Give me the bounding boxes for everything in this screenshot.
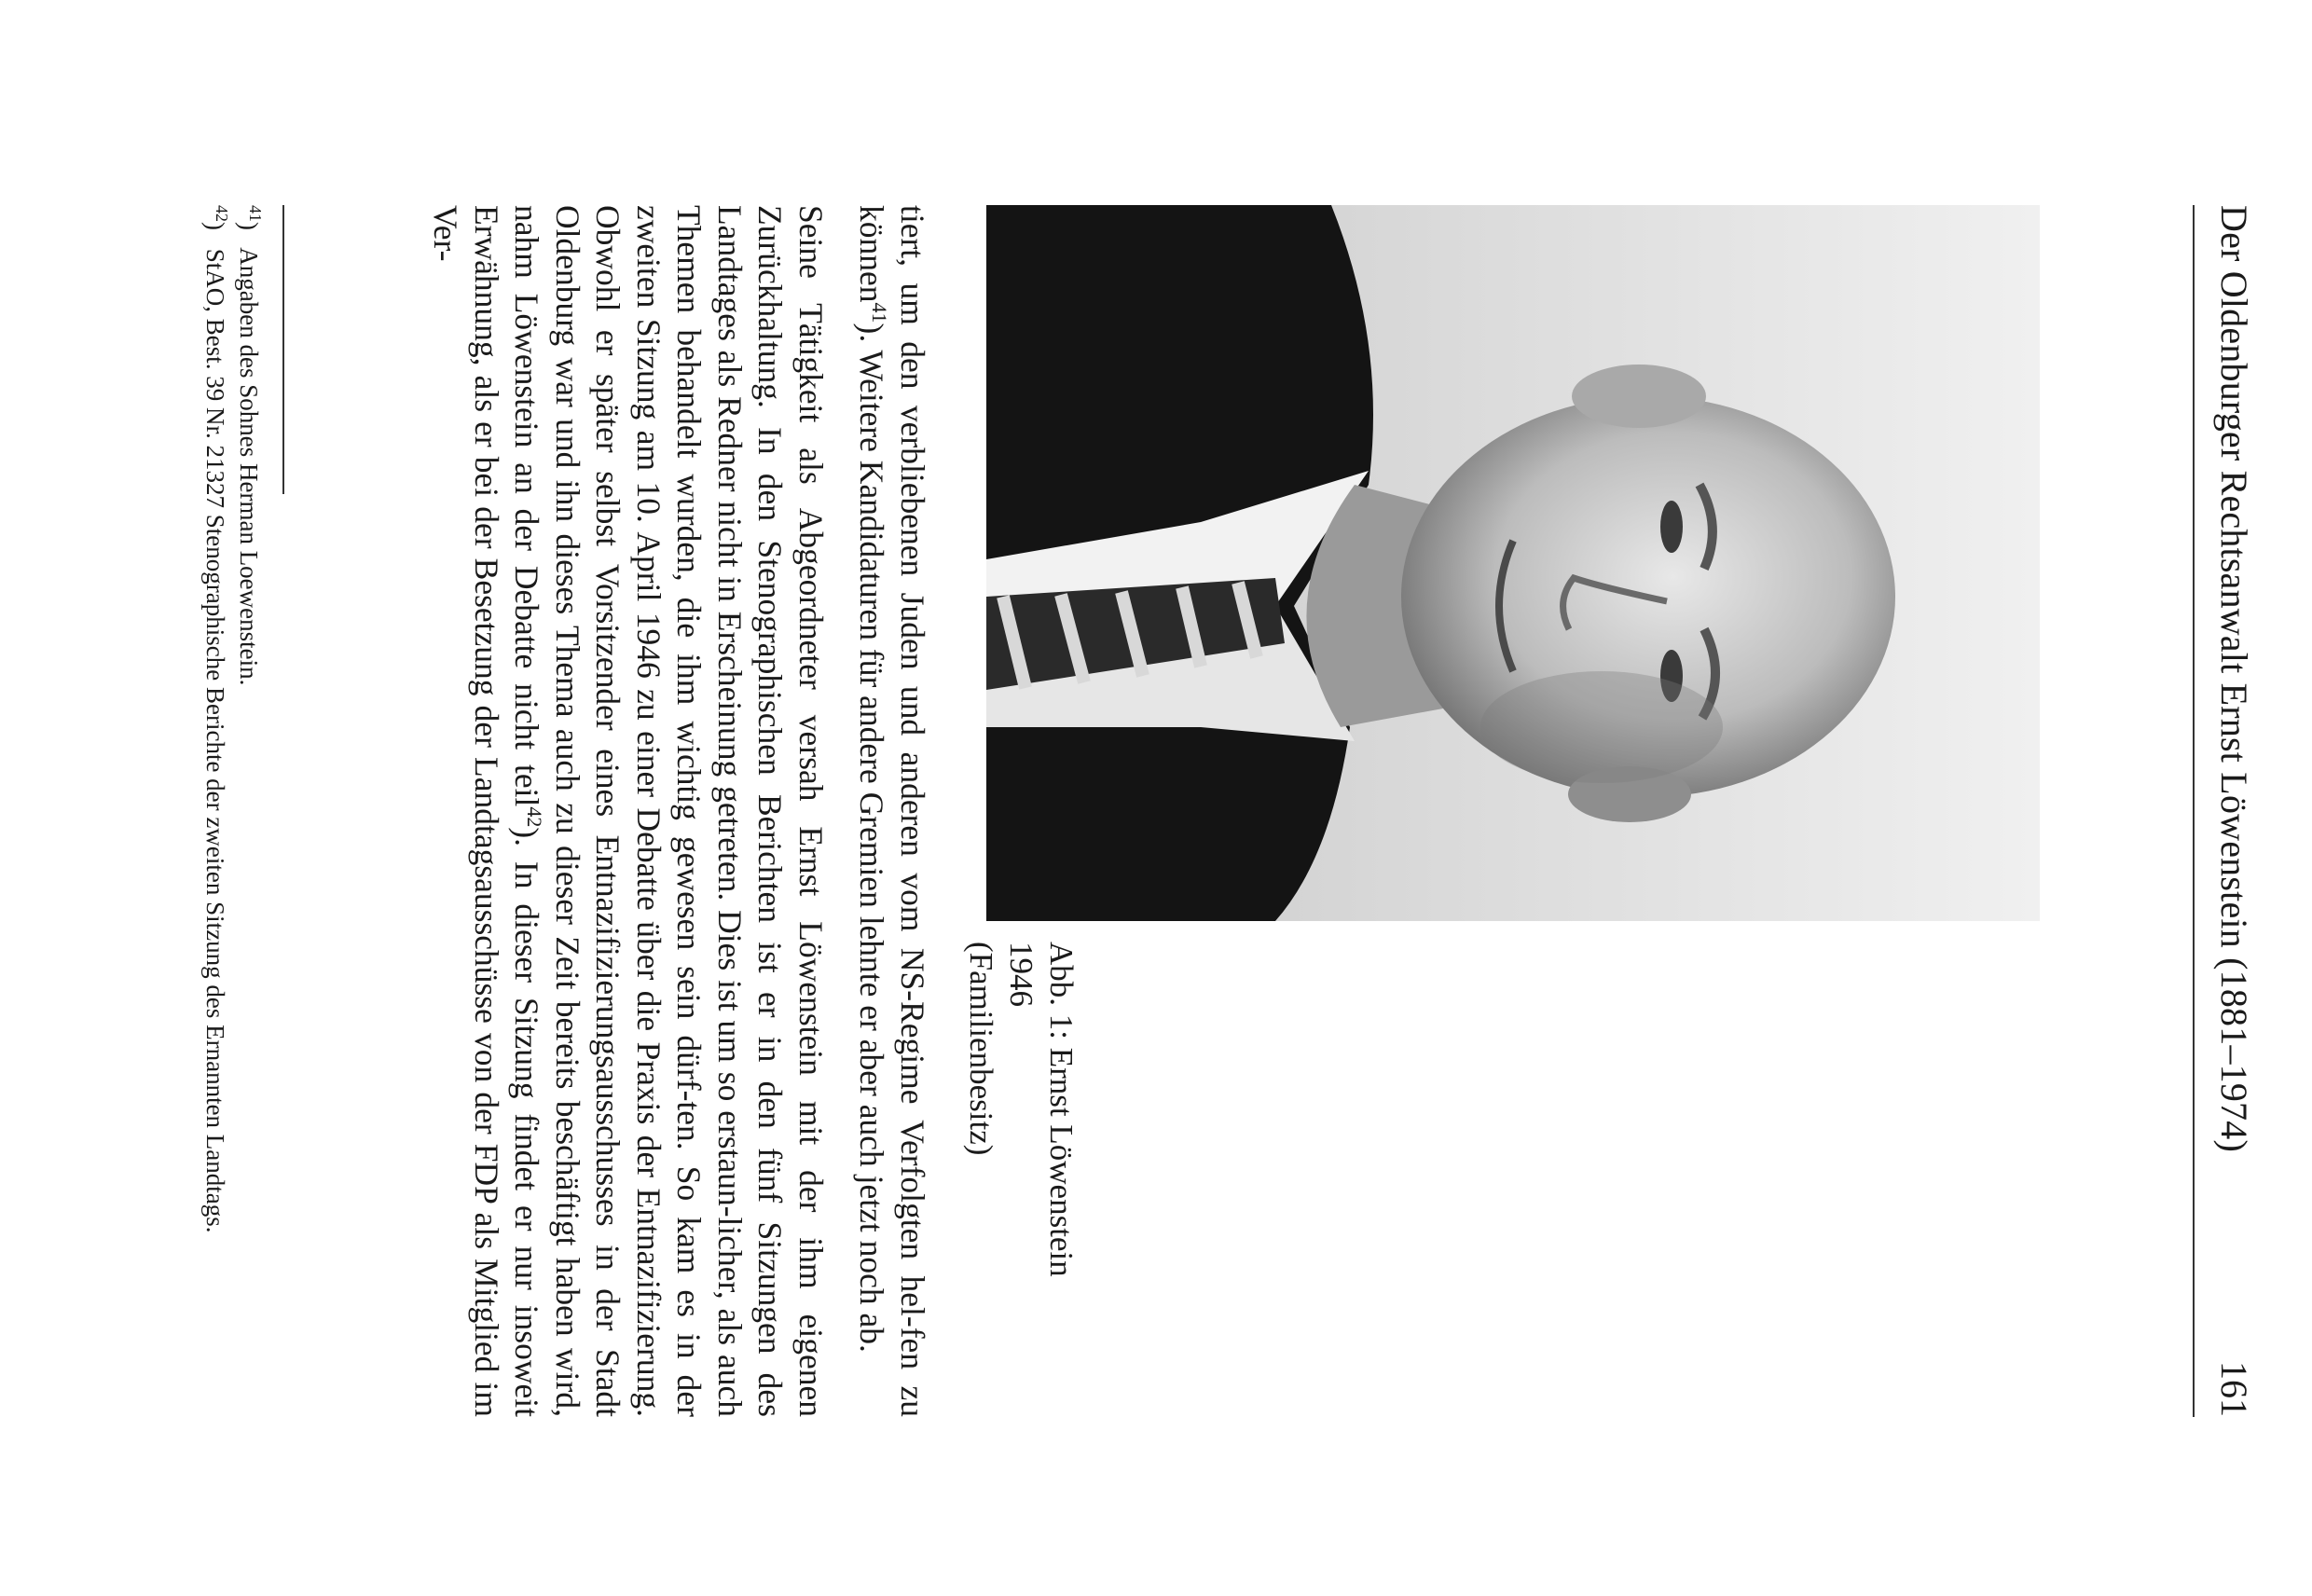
footnote-number: 41 [246,205,265,222]
caption-line: Abb. 1: Ernst Löwenstein 1946 [1003,942,1080,1277]
page-number: 161 [2213,1361,2255,1417]
paragraph-text: ). Weitere Kandidaturen für andere Gremien lehnte er aber auch jetzt noch ab. [853,323,891,1353]
footnote-mark [199,205,232,242]
footnote-paren: ) [235,222,263,230]
footnote-paren: ) [201,222,229,230]
footnote-ref[interactable]: 41 [868,302,892,323]
paragraph [425,205,831,1417]
running-header [2172,205,2256,1417]
footnote-rule [282,205,284,494]
footnote-number: 42 [213,205,231,222]
running-head-title: Der Oldenburger Rechtsanwalt Ernst Löwenstein (1881–1974) [2213,205,2255,1152]
footnote [232,205,266,1436]
paragraph-text: Seine Tätigkeit als Abgeordneter versah Ernst Löwenstein mit der ihm eigenen Zurückhaltung. In den Stenographischen Berichten ist er in den fünf Sitzungen des Landtages als Redner nicht in Erscheinung getreten. Dies ist um so erstaun-licher, als auch Themen behandelt wurden, die ihm wichtig gewesen sein dürf-ten. So kam es in der zweiten Sitzung am 10. April 1946 zu einer Debatte über die Praxis der Entnazifizierung. Obwohl er später selbst Vorsitzender eines Entnazifizierungsausschusses in der Stadt Oldenburg war und ihn dieses Thema auch zu dieser Zeit bereits beschäftigt haben wird, nahm Löwenstein an der Debatte nicht teil [508,205,830,1417]
caption-source: (Familienbesitz) [963,942,999,1156]
footnote-text: StAO, Best. 39 Nr. 21327 Stenographische Berichte der zweiten Sitzung des Ernannten Landtags. [201,248,229,1233]
portrait-photo [986,205,2040,921]
header-rule [2193,205,2195,1417]
footnote [199,205,232,1436]
figure-caption [961,942,1081,1333]
footnote-text: Angaben des Sohnes Herman Loewenstein. [235,247,263,686]
footnotes [199,205,266,1436]
body-text [425,205,932,1417]
portrait-illustration [986,205,2040,921]
footnote-ref[interactable]: 42 [523,806,547,828]
paragraph-text: ). In dieser Sitzung findet er nur insoweit Erwähnung, als er bei der Besetzung der Landtagsausschüsse von der FDP als Mitglied im Ver- [427,205,546,1417]
footnote-mark [232,205,266,242]
paragraph-text: tiert, um den verbliebenen Juden und anderen vom NS-Regime Verfolgten hel-fen zu können [853,205,931,1417]
paragraph [851,205,932,1417]
